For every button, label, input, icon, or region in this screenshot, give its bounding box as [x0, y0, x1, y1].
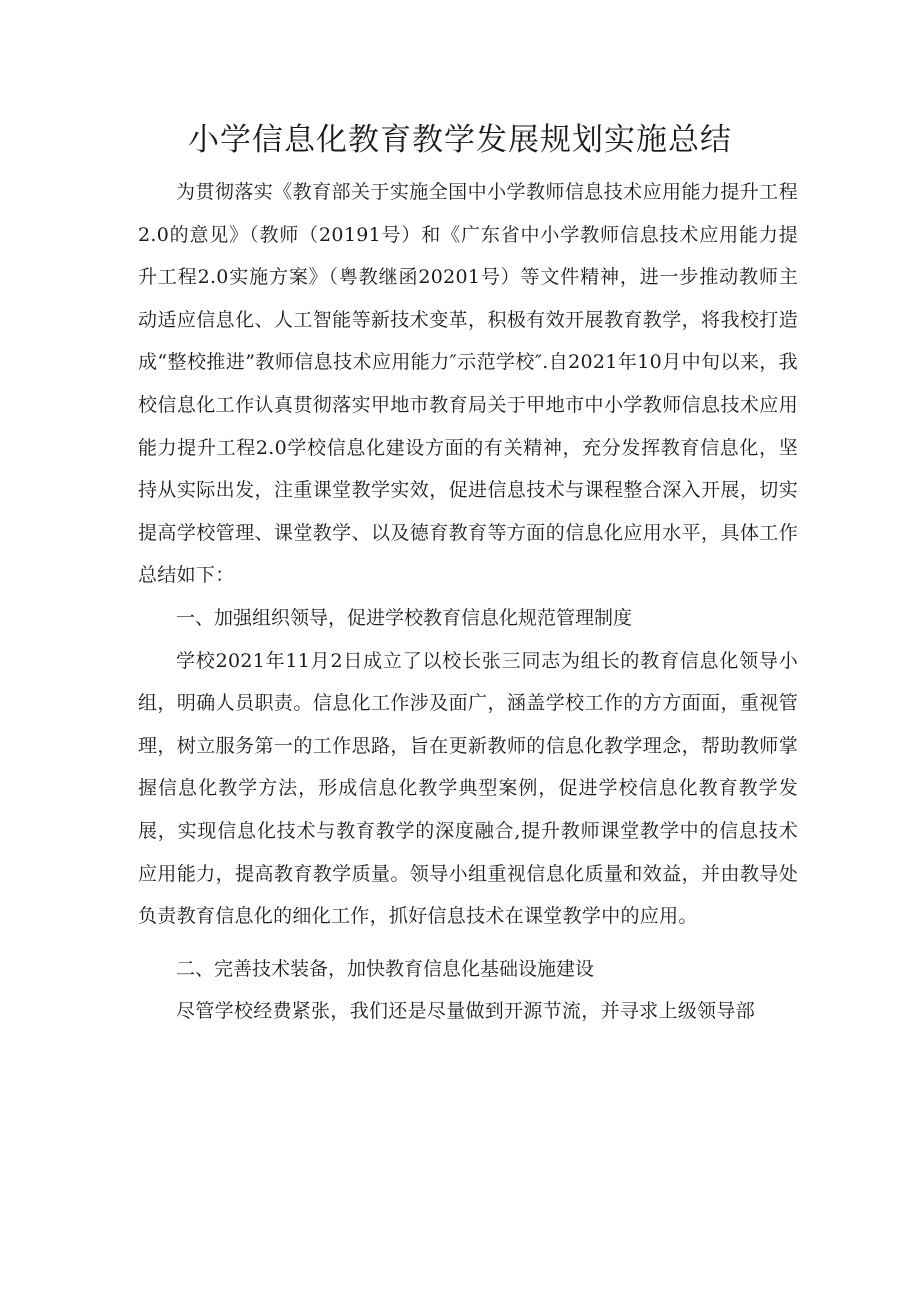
document-title: 小学信息化教育教学发展规划实施总结 [188, 122, 732, 158]
section-2-heading: 二、完善技术装备，加快教育信息化基础设施建设 [176, 957, 595, 980]
intro-paragraph: 为贯彻落实《教育部关于实施全国中小学教师信息技术应用能力提升工程2.0的意见》（教师（20191号）和《广东省中小学教师信息技术应用能力提升工程2.0实施方案》（粤教继函20201号）等文件精神，进一步推动教师主动适应信息化、人工智能等新技术变革，积极有效开展教育教学，将我校打造成“整校推进”教师信息技术应用能力″示范学校″.自2021年10月中旬以来，我校信息化工作认真贯彻落实甲地市教育局关于甲地市中小学教师信息技术应用能力提升工程2.0学校信息化建设方面的有关精神，充分发挥教育信息化，坚持从实际出发，注重课堂教学实效，促进信息技术与课程整合深入开展，切实提高学校管理、课堂教学、以及德育教育等方面的信息化应用水平，具体工作总结如下： [138, 181, 798, 587]
section-1-heading: 一、加强组织领导，促进学校教育信息化规范管理制度 [176, 606, 633, 629]
section-1-paragraph: 学校2021年11月2日成立了以校长张三同志为组长的教育信息化领导小组，明确人员职责。信息化工作涉及面广，涵盖学校工作的方方面面，重视管理，树立服务第一的工作思路，旨在更新教师的信息化教学理念，帮助教师掌握信息化教学方法，形成信息化教学典型案例，促进学校信息化教育教学发展，实现信息化技术与教育教学的深度融合,提升教师课堂教学中的信息技术应用能力，提高教育教学质量。领导小组重视信息化质量和效益，并由教导处负责教育信息化的细化工作，抓好信息技术在课堂教学中的应用。 [138, 649, 798, 928]
section-2-paragraph: 尽管学校经费紧张，我们还是尽量做到开源节流，并寻求上级领导部 [176, 1000, 756, 1023]
document-body [138, 171, 798, 1033]
